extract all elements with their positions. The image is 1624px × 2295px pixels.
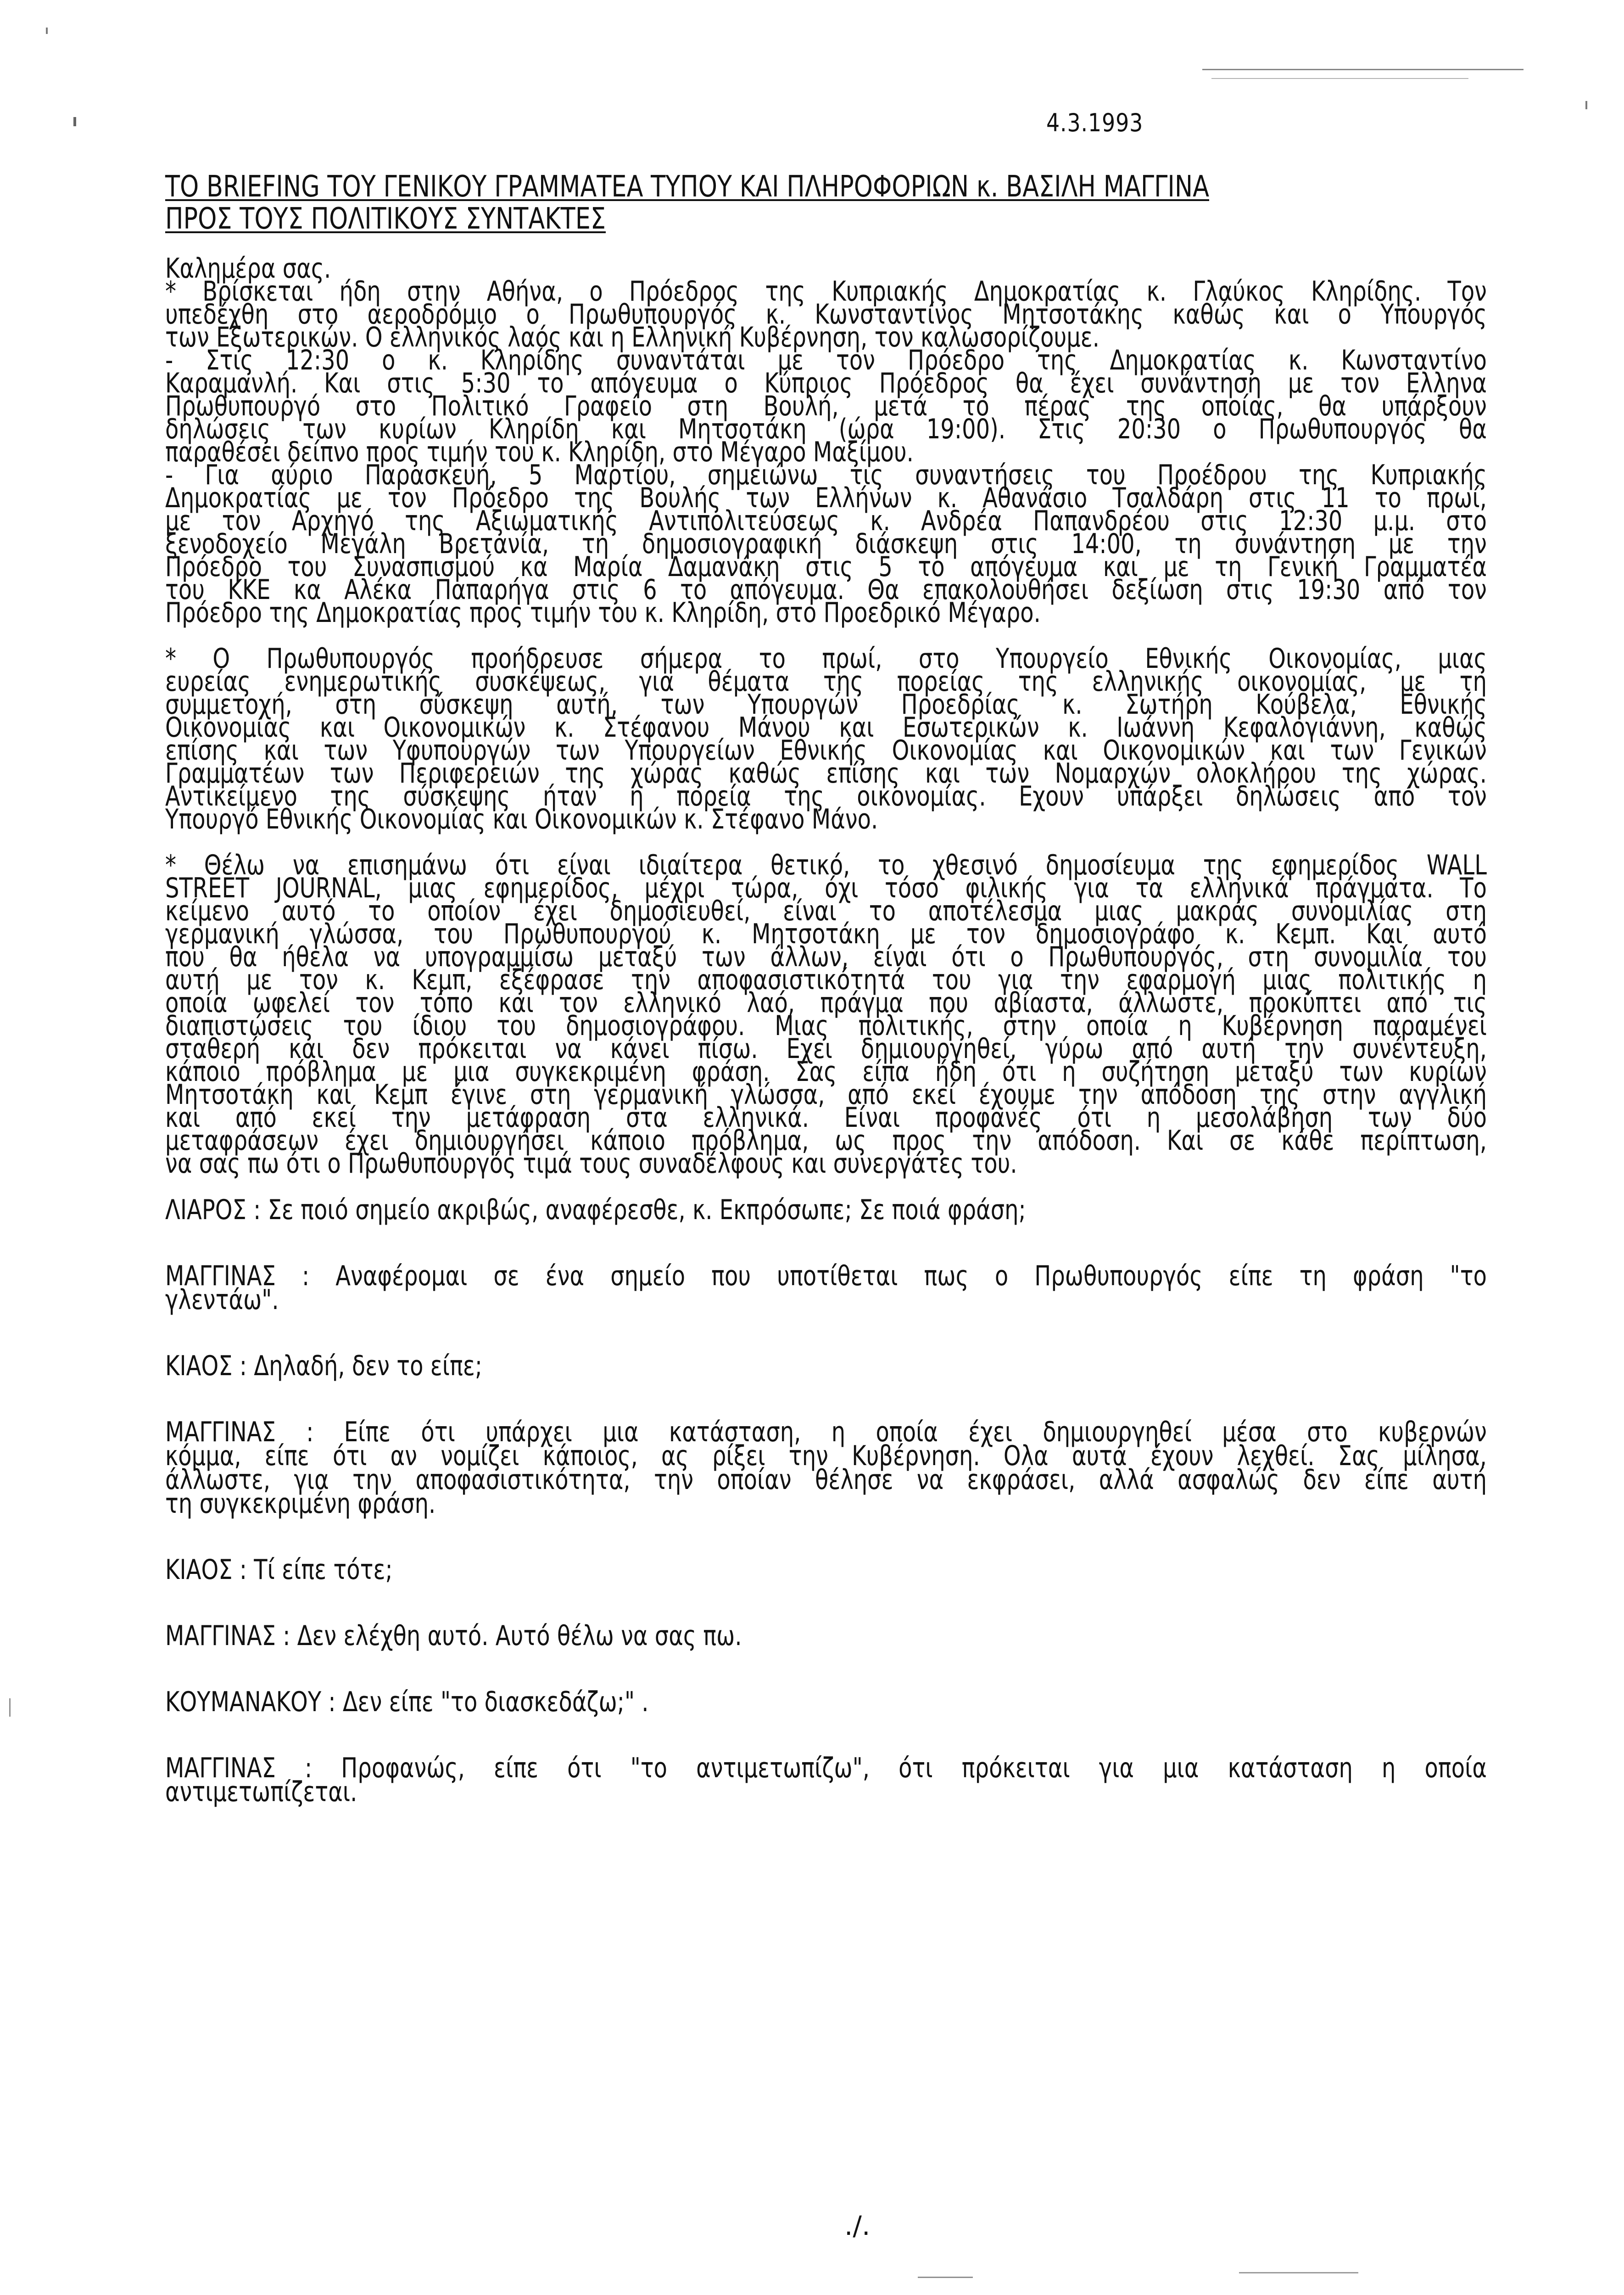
text-line: Υπουργό Εθνικής Οικονομίας και Οικονομικών κ. Στέφανο Μάνο. (165, 803, 878, 835)
title-line: ΤΟ BRIEFING ΤΟΥ ΓΕΝΙΚΟΥ ΓΡΑΜΜΑΤΕΑ ΤΥΠΟΥ ΚΑΙ ΠΛΗΡΟΦΟΡΙΩΝ κ. ΒΑΣΙΛΗ ΜΑΓΓΙΝΑ (165, 170, 1209, 204)
text-line: Αντικείμενο της σύσκεψης ήταν η πορεία της οικονομίας. Εχουν υπάρξει δηλώσεις από τον (165, 780, 1487, 812)
text-line: των Εξωτερικών. Ο ελληνικός λαός και η Ελληνική Κυβέρνηση, τον καλωσορίζουμε. (165, 321, 1099, 353)
text-line: * Βρίσκεται ήδη στην Αθήνα, ο Πρόεδρος της Κυπριακής Δημοκρατίας κ. Γλαύκος Κληρίδης. Τον (165, 275, 1487, 308)
dialogue-kiaos-2 (165, 1554, 1624, 1586)
dialogue-magginas-1 (165, 1260, 1624, 1316)
text-line: του ΚΚΕ κα Αλέκα Παπαρήγα στις 6 το απόγευμα. Θα επακολουθήσει δεξίωση στις 19:30 από τον (165, 574, 1487, 606)
text-line: επίσης και των Υφυπουργών των Υπουργείων Εθνικής Οικονομίας και Οικονομικών και των Γενικών (165, 734, 1487, 767)
scan-speck (1202, 69, 1524, 70)
dialogue-line: αντιμετωπίζεται. (165, 1776, 357, 1808)
dialogue-magginas-3 (165, 1620, 1624, 1652)
paragraph-wall-street-journal (165, 849, 1624, 1180)
document-date: 4.3.1993 (1046, 108, 1144, 137)
dialogue-line: γλεντάω". (165, 1284, 279, 1316)
scan-speck (9, 1698, 11, 1717)
text-line: * Ο Πρωθυπουργός προήδρευσε σήμερα το πρωί, στο Υπουργείο Εθνικής Οικονομίας, μιας (165, 643, 1487, 675)
dialogue-magginas-4 (165, 1752, 1624, 1808)
dialogue-line: ΛΙΑΡΟΣ : Σε ποιό σημείο ακριβώς, αναφέρεσθε, κ. Εκπρόσωπε; Σε ποιά φράση; (165, 1194, 1026, 1226)
text-line: Πρωθυπουργό στο Πολιτικό Γραφείο στη Βουλή, μετά το πέρας της οποίας, θα υπάρξουν (165, 390, 1487, 422)
text-line: STREET JOURNAL, μιας εφημερίδος, μέχρι τώρα, όχι τόσο φιλικής για τα ελληνικά πράγματα. Το (165, 872, 1487, 904)
dialogue-magginas-2 (165, 1416, 1624, 1520)
text-line: Πρόεδρο του Συνασπισμού κα Μαρία Δαμανάκη στις 5 το απόγευμα και με τη Γενική Γραμματέα (165, 551, 1487, 583)
scan-speck (1585, 101, 1587, 109)
text-line: κείμενο αυτό το οποίον έχει δημοσιευθεί, είναι το αποτέλεσμα μιας μακράς συνομιλίας στη (165, 895, 1487, 927)
text-line: Οικονομίας και Οικονομικών κ. Στέφανου Μάνου και Εσωτερικών κ. Ιωάννη Κεφαλογιάννη, καθώς (165, 711, 1487, 744)
text-line: και από εκεί την μετάφραση στα ελληνικά. Είναι προφανές ότι η μεσολάβηση των δύο (165, 1102, 1487, 1134)
dialogue-line: ΜΑΓΓΙΝΑΣ : Προφανώς, είπε ότι "το αντιμετωπίζω", ότι πρόκειται για μια κατάσταση η οποία (165, 1752, 1487, 1784)
document-body (165, 252, 1487, 1846)
dialogue-line: ΚΙΑΟΣ : Δηλαδή, δεν το είπε; (165, 1350, 482, 1382)
scan-speck (1211, 78, 1468, 79)
dialogue-line: τη συγκεκριμένη φράση. (165, 1488, 436, 1520)
text-line: - Στις 12:30 ο κ. Κληρίδης συναντάται με τον Πρόεδρο της Δημοκρατίας κ. Κωνσταντίνο (165, 344, 1487, 376)
dialogue-koumanakou (165, 1686, 1624, 1718)
text-line: μεταφράσεων έχει δημιουργήσει κάποιο πρόβλημα, ως προς την απόδοση. Και σε κάθε περίπτωση, (165, 1125, 1487, 1157)
paragraph-schedule-tomorrow (165, 459, 1624, 629)
dialogue-line: ΜΑΓΓΙΝΑΣ : Είπε ότι υπάρχει μια κατάσταση, η οποία έχει δημιουργηθεί μέσα στο κυβερνών (165, 1416, 1487, 1448)
text-line: - Για αύριο Παρασκευή, 5 Μαρτίου, σημειώνω τις συναντήσεις του Προέδρου της Κυπριακής (165, 459, 1487, 491)
text-line: Πρόεδρο της Δημοκρατίας προς τιμήν του κ. Κληρίδη, στο Προεδρικό Μέγαρο. (165, 597, 1041, 629)
dialogue-liaros (165, 1194, 1624, 1226)
text-line: Μητσοτάκη και Κεμπ έγινε στη γερμανική γλώσσα, από εκεί έχουμε την απόδοση της στην αγγλική (165, 1079, 1487, 1111)
dialogue-line: ΚΟΥΜΑΝΑΚΟΥ : Δεν είπε "το διασκεδάζω;" . (165, 1686, 649, 1718)
text-line: αυτή με τον κ. Κεμπ, εξέφρασε την αποφασιστικότητά του για την εφαρμογή μιας πολιτικής η (165, 964, 1487, 996)
text-line: ξενοδοχείο Μεγάλη Βρετανία, τη δημοσιογραφική διάσκεψη στις 14:00, τη συνάντηση με την (165, 528, 1487, 560)
dialogue-kiaos-1 (165, 1350, 1624, 1382)
text-line: με τον Αρχηγό της Αξιωματικής Αντιπολιτεύσεως κ. Ανδρέα Παπανδρέου στις 12:30 μ.μ. στο (165, 505, 1487, 537)
dialogue-line: κόμμα, είπε ότι αν νομίζει κάποιος, ας ρίξει την Κυβέρνηση. Ολα αυτά έχουν λεχθεί. Σας μίλησα, (165, 1440, 1487, 1472)
dialogue-line: άλλωστε, για την αποφασιστικότητα, την οποίαν θέλησε να εκφράσει, αλλά ασφαλώς δεν είπε αυτή (165, 1464, 1487, 1496)
dialogue-line: ΜΑΓΓΙΝΑΣ : Δεν ελέχθη αυτό. Αυτό θέλω να σας πω. (165, 1620, 742, 1652)
paragraph-economy-meeting (165, 643, 1624, 835)
dialogue-line: ΜΑΓΓΙΝΑΣ : Αναφέρομαι σε ένα σημείο που υποτίθεται πως ο Πρωθυπουργός είπε τη φράση "το (165, 1260, 1487, 1292)
text-line: οποία ωφελεί τον τόπο και τον ελληνικό λαό, πράγμα που αβίαστα, άλλωστε, προκύπτει από τις (165, 987, 1487, 1019)
dialogue-line: ΚΙΑΟΣ : Τί είπε τότε; (165, 1554, 393, 1586)
title-line: ΠΡΟΣ ΤΟΥΣ ΠΟΛΙΤΙΚΟΥΣ ΣΥΝΤΑΚΤΕΣ (165, 202, 606, 236)
paragraph-arrival (165, 275, 1624, 353)
text-line: που θα ήθελα να υπογραμμίσω μεταξύ των άλλων, είναι ότι ο Πρωθυπουργός, στη συνομιλία του (165, 941, 1487, 973)
text-line: συμμετοχή, στη σύσκεψη αυτή, των Υπουργών Προεδρίας κ. Σωτήρη Κούβελα, Εθνικής (165, 688, 1487, 721)
text-line: Δημοκρατίας με τον Πρόεδρο της Βουλής των Ελλήνων κ. Αθανάσιο Τσαλδάρη στις 11 το πρωί, (165, 482, 1487, 514)
scan-speck (918, 2277, 973, 2278)
text-line: * Θέλω να επισημάνω ότι είναι ιδιαίτερα θετικό, το χθεσινό δημοσίευμα της εφημερίδος WALL (165, 849, 1487, 881)
text-line: δηλώσεις των κυρίων Κληρίδη και Μητσοτάκη (ώρα 19:00). Στις 20:30 ο Πρωθυπουργός θα (165, 413, 1487, 445)
text-line: να σας πω ότι ο Πρωθυπουργός τιμά τους συναδέλφους και συνεργάτες του. (165, 1148, 1017, 1180)
text-line: υπεδέχθη στο αεροδρόμιο ο Πρωθυπουργός κ. Κωνσταντίνος Μητσοτάκης καθώς και ο Υπουργός (165, 298, 1487, 330)
scan-speck (1239, 2272, 1358, 2273)
text-line: γερμανική γλώσσα, του Πρωθυπουργού κ. Μητσοτάκη με τον δημοσιογράφο κ. Κεμπ. Και αυτό (165, 918, 1487, 950)
greeting: Καλημέρα σας. (165, 252, 331, 285)
text-line: Καραμανλή. Και στις 5:30 το απόγευμα ο Κύπριος Πρόεδρος θα έχει συνάντηση με τον Ελληνα (165, 367, 1487, 399)
paragraph-schedule-today (165, 344, 1624, 468)
text-line: σταθερή και δεν πρόκειται να κάνει πίσω. Εχει δημιουργηθεί, γύρω από αυτή την συνέντευξη, (165, 1033, 1487, 1065)
scan-speck (46, 28, 48, 34)
text-line: Γραμματέων των Περιφερειών της χώρας καθώς επίσης και των Νομαρχών ολοκλήρου της χώρας. (165, 757, 1487, 789)
text-line: διαπιστώσεις του ίδιου του δημοσιογράφου. Μιας πολιτικής, στην οποία η Κυβέρνηση παραμένει (165, 1010, 1487, 1042)
scan-speck (73, 117, 76, 126)
text-line: ευρείας ενημερωτικής συσκέψεως, για θέματα της πορείας της ελληνικής οικονομίας, με τη (165, 666, 1487, 698)
text-line: παραθέσει δείπνο προς τιμήν του κ. Κληρίδη, στο Μέγαρο Μαξίμου. (165, 436, 914, 468)
text-line: κάποιο πρόβλημα με μια συγκεκριμένη φράση. Σας είπα ήδη ότι η συζήτηση μεταξύ των κυρίων (165, 1056, 1487, 1088)
document-title (165, 171, 1256, 235)
continuation-mark: ./. (844, 2210, 871, 2241)
